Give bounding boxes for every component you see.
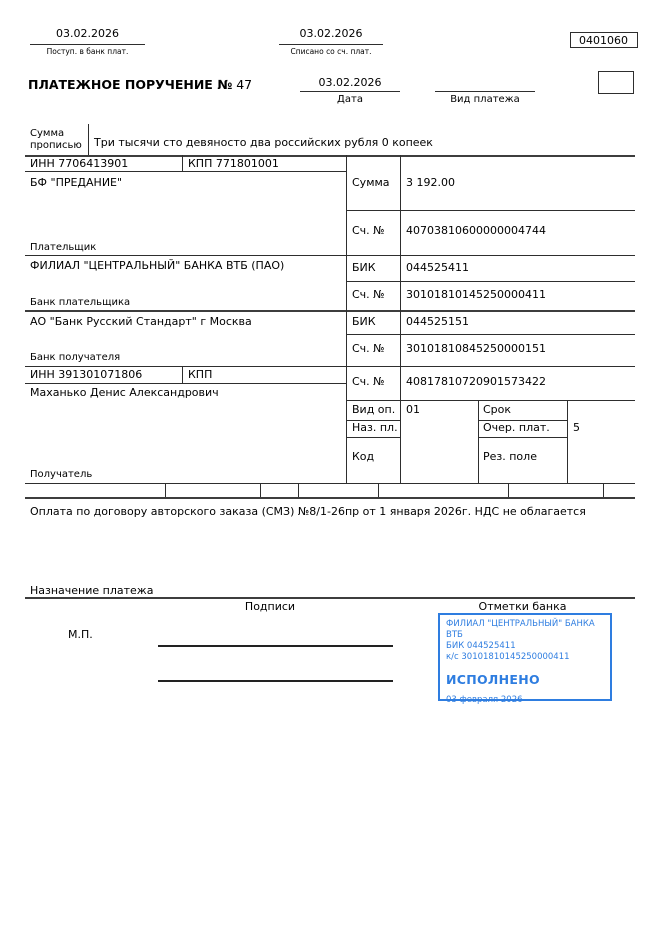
stamp-bank-name: ФИЛИАЛ "ЦЕНТРАЛЬНЫЙ" БАНКА ВТБ	[446, 619, 595, 640]
stamp-bik: БИК 044525411	[446, 641, 516, 651]
payer-kpp: КПП 771801001	[188, 157, 279, 170]
payee-bank-bik-label: БИК	[352, 315, 376, 328]
op-type-label: Вид оп.	[352, 403, 396, 416]
received-date-underline	[30, 44, 145, 45]
payment-type-label: Вид платежа	[450, 94, 520, 105]
payer-caption: Плательщик	[30, 242, 97, 253]
debited-date-label: Списано со сч. плат.	[290, 47, 372, 56]
mp-seal-label: М.П.	[68, 628, 93, 641]
payer-bank-caption: Банк плательщика	[30, 297, 131, 308]
payer-account: 40703810600000004744	[406, 224, 546, 237]
bank-marks-caption: Отметки банка	[478, 600, 567, 613]
op-type-value: 01	[406, 403, 420, 416]
table-line-payee-inn	[25, 383, 346, 384]
payer-name: БФ "ПРЕДАНИЕ"	[30, 176, 123, 189]
payer-inn-kpp-divider	[182, 155, 183, 171]
payee-bank-bik: 044525151	[406, 315, 469, 328]
payee-account: 40817810720901573422	[406, 375, 546, 388]
payee-bank-name: АО "Банк Русский Стандарт" г Москва	[30, 315, 252, 328]
table-line-nazpl	[346, 437, 400, 438]
fields-row-divider	[165, 483, 166, 497]
fields-row-divider	[508, 483, 509, 497]
fields-row-divider	[298, 483, 299, 497]
fields-row-divider	[378, 483, 379, 497]
table-main-divider	[346, 155, 347, 483]
document-title	[28, 78, 252, 91]
stamp-corr-account: к/с 30101810145250000411	[446, 652, 570, 662]
signature-line-2	[158, 680, 393, 682]
document-number: 47	[236, 77, 253, 92]
signatures-caption: Подписи	[244, 600, 296, 613]
table-label-value-divider	[400, 155, 401, 483]
term-label: Срок	[483, 403, 512, 416]
payment-type-box	[598, 71, 634, 94]
table-line-payeebank-bik	[346, 334, 635, 335]
stamp-date: 03 февраля 2026	[446, 695, 523, 705]
purpose-code-label: Наз. пл.	[352, 421, 398, 434]
debited-date-underline	[279, 44, 383, 45]
code-label: Код	[352, 450, 375, 463]
received-date: 03.02.2026	[56, 27, 119, 40]
table-line-payee-bottom	[25, 483, 635, 484]
bank-execution-stamp	[438, 613, 612, 705]
payer-account-label: Сч. №	[352, 224, 385, 237]
reserve-field-label: Рез. поле	[483, 450, 537, 463]
table-line-payerbank-bik	[346, 281, 635, 282]
fields-row-divider	[260, 483, 261, 497]
priority-label: Очер. плат.	[483, 421, 550, 434]
document-date-underline	[300, 91, 400, 92]
amount-words-text: Три тысячи сто девяносто два российских рубля 0 копеек	[94, 136, 433, 149]
purpose-caption: Назначение платежа	[30, 584, 154, 597]
payee-kpp-label: КПП	[188, 368, 213, 381]
form-code-box	[570, 32, 638, 48]
payee-inn: ИНН 391301071806	[30, 368, 143, 381]
payer-bank-account: 30101810145250000411	[406, 288, 546, 301]
payee-name: Маханько Денис Александрович	[30, 386, 219, 399]
signature-line-1	[158, 645, 393, 647]
received-date-label: Поступ. в банк плат.	[46, 47, 129, 56]
stamp-status: ИСПОЛНЕНО	[446, 672, 540, 687]
fields-row-divider	[603, 483, 604, 497]
payment-type-underline	[435, 91, 535, 92]
purpose-bottom-line	[25, 597, 635, 599]
form-code: 0401060	[579, 34, 628, 47]
table-line-payeebank	[25, 366, 635, 367]
priority-value: 5	[573, 421, 580, 434]
amount-words-divider	[88, 124, 89, 155]
purpose-text: Оплата по договору авторского заказа (СМЗ) №8/1-26пр от 1 января 2026г. НДС не облагается	[30, 505, 586, 518]
table-line-payer	[25, 255, 635, 256]
payee-inn-kpp-divider	[182, 366, 183, 383]
table-line-fields-bottom	[25, 497, 635, 499]
amount-words-label-1: Сумма	[30, 128, 65, 139]
table-line-payee-account	[346, 400, 635, 401]
payer-bank-bik: 044525411	[406, 261, 469, 274]
payee-bank-account: 30101810845250000151	[406, 342, 546, 355]
table-line-payerbank	[25, 310, 635, 312]
debited-date: 03.02.2026	[299, 27, 363, 40]
payee-caption: Получатель	[30, 469, 93, 480]
table-line-payer-inn	[25, 171, 346, 172]
amount-label: Сумма	[352, 176, 390, 189]
term-value-divider	[567, 400, 568, 483]
optype-value-divider	[478, 400, 479, 483]
payer-bank-bik-label: БИК	[352, 261, 376, 274]
payer-inn: ИНН 7706413901	[30, 157, 129, 170]
payee-bank-caption: Банк получателя	[30, 352, 121, 363]
document-date: 03.02.2026	[318, 76, 382, 89]
table-line-amount	[346, 210, 635, 211]
document-title-text: ПЛАТЕЖНОЕ ПОРУЧЕНИЕ №	[28, 77, 233, 92]
amount-value: 3 192.00	[406, 176, 455, 189]
payer-bank-account-label: Сч. №	[352, 288, 385, 301]
payee-account-label: Сч. №	[352, 375, 385, 388]
payee-bank-account-label: Сч. №	[352, 342, 385, 355]
document-date-label: Дата	[337, 94, 363, 105]
table-line-priority	[478, 437, 567, 438]
amount-words-label-2: прописью	[30, 140, 82, 151]
payer-bank-name: ФИЛИАЛ "ЦЕНТРАЛЬНЫЙ" БАНКА ВТБ (ПАО)	[30, 259, 285, 272]
